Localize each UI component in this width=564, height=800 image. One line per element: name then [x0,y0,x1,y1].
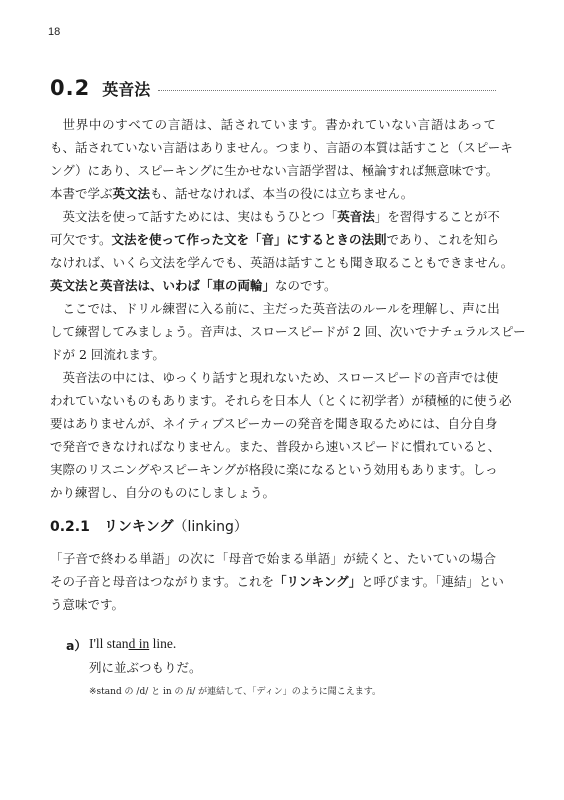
text-line: 実際のリスニングやスピーキングが格段に楽になるという効用もあります。しっ [50,462,498,477]
example-japanese-translation: 列に並ぶつもりだ。 [89,660,202,675]
paragraph [50,205,514,297]
text-line: ドが 2 回流れます。 [50,347,165,362]
text-line: 英文法と英音法は、いわば「車の両輪」なのです。 [50,278,337,293]
text-line: かり練習し、自分のものにしましょう。 [50,485,276,500]
example-note: ※stand の /d/ と in の /i/ が連結して、「ディン」のように聞こえます。 [89,687,382,697]
section-body [50,113,526,504]
section-number: 0.2 [50,76,91,100]
subsection-number: 0.2.1 [50,519,90,535]
text-line: も、話されていない言語はありません。つまり、言語の本質は話すこと（スピーキ [50,140,513,155]
emphasis-text: 英文法と英音法は、いわば「車の両輪」 [50,278,276,293]
emphasis-text: 英文法 [112,186,151,201]
text-line: 英音法の中には、ゆっくり話すと現れないため、スロースピードの音声では使 [62,370,499,385]
paragraph [50,366,512,504]
subsection-title-en: （linking） [173,519,248,535]
text-line: 「子音で終わる単語」の次に「母音で始まる単語」が続くと、たいていの場合 [50,551,496,566]
emphasis-text: 「リンキング」 [274,574,362,589]
paragraph [50,547,504,616]
page-number: 18 [48,26,61,38]
text-line: で発音できなければなりません。また、普段から速いスピードに慣れていると、 [50,439,501,454]
subsection-body [50,547,504,616]
section-title: 英音法 [102,80,151,99]
text-line: 世界中のすべての言語は、話されています。書かれていない言語はあって [62,117,496,132]
text-line: 可欠です。文法を使って作った文を「音」にするときの法則であり、これを知ら [50,232,500,247]
text-line: なければ、いくら文法を学んでも、英語は話すことも聞き取ることもできません。 [50,255,514,270]
text-line: う意味です。 [50,597,125,612]
text-line: 本書で学ぶ英文法も、話せなければ、本当の役には立ちません。 [50,186,414,201]
text-line: ング）にあり、スピーキングに生かせない言語学習は、極論すれば無意味です。 [50,163,499,178]
example-label: a） [66,638,87,653]
text-line: われていないものもあります。それらを日本人（とくに初学者）が積極的に使う必 [50,393,512,408]
dotted-rule [158,90,496,91]
emphasis-text: 文法を使って作った文を「音」にするときの法則 [111,232,387,247]
text-line: ここでは、ドリル練習に入る前に、主だった英音法のルールを理解し、声に出 [62,301,500,316]
text-line: して練習してみましょう。音声は、スロースピードが 2 回、次いでナチュラルスピー [50,324,526,339]
section-heading [50,76,496,106]
example-english-sentence: I'll stand in line. [89,636,177,651]
text-line: 英文法を使って話すためには、実はもうひとつ「英音法」を習得することが不 [62,209,500,224]
paragraph [50,113,513,205]
subsection-heading [50,516,248,536]
text-line: その子音と母音はつながります。これを「リンキング」と呼びます。「連結」とい [50,574,504,589]
paragraph [50,297,526,366]
subsection-title: リンキング [103,519,174,535]
text-line: 要はありませんが、ネイティブスピーカーの発音を聞き取るためには、自分自身 [50,416,498,431]
emphasis-text: 英音法 [337,209,375,224]
linked-sounds-underline: d in [128,636,150,651]
